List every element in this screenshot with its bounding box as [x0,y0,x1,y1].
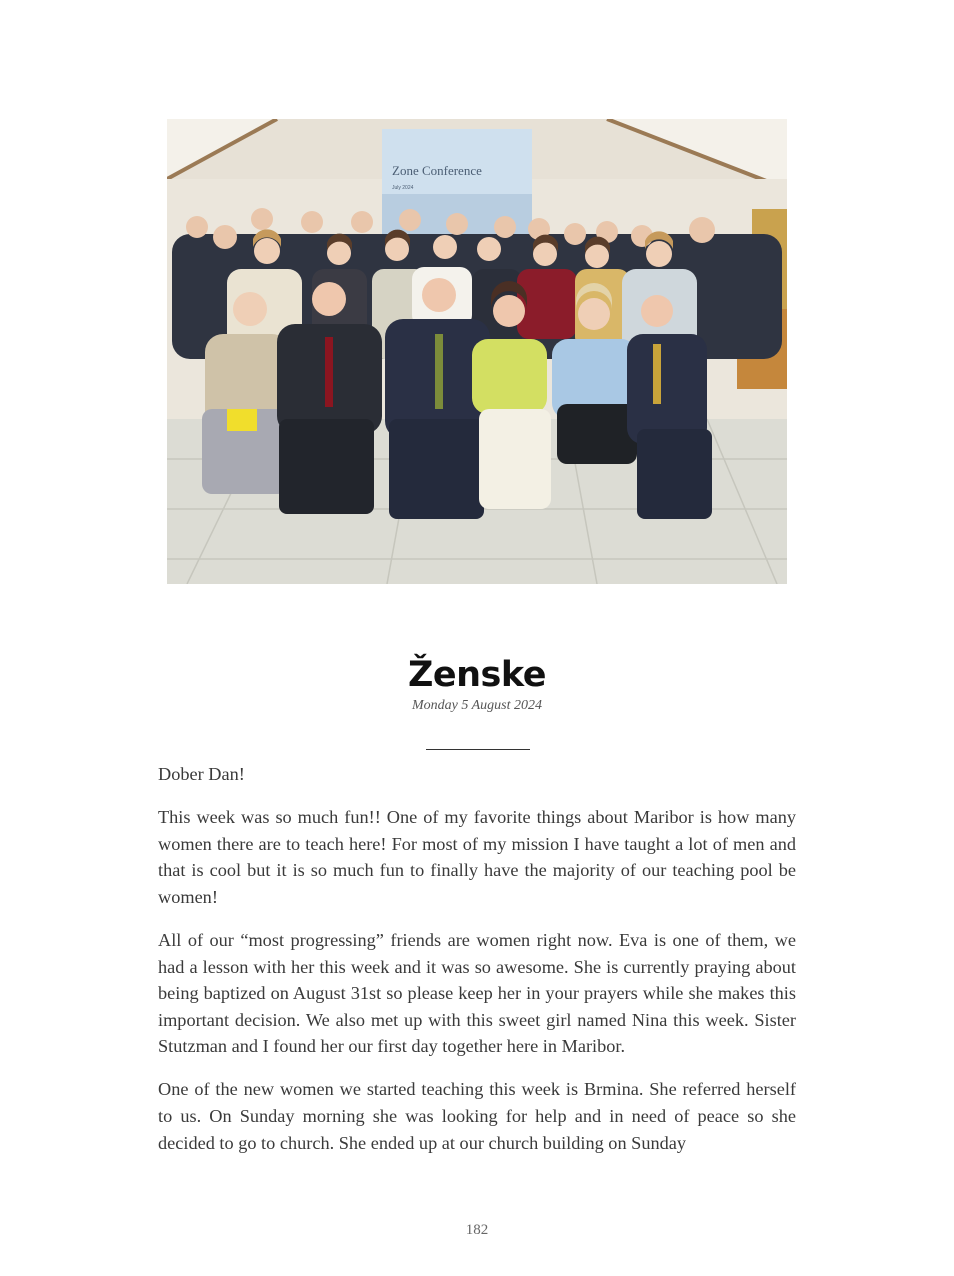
page-number: 182 [465,1222,489,1238]
paragraph: All of our “most progressing” friends are women right now. Eva is one of them, we had a lesson with her this week and it was so awesome. She is currently praying about being baptized on August 31st so please keep her in your prayers while she makes this important decision. We also met up with this sweet girl named Nina this week. Sister Stutzman and I found her our first day together here in Maribor. [158,929,796,1057]
letter-body [158,761,796,1191]
paragraph: One of the new women we started teaching this week is Brmina. She referred herself to us. On Sunday morning she was looking for help and in need of peace so she decided to go to church. She ended up at our church building on Sunday [158,1079,796,1153]
group-photo-illustration [167,119,787,584]
separator-rule [426,749,530,750]
paragraph-greeting: Dober Dan! [158,764,245,784]
entry-date: Monday 5 August 2024 [411,698,542,713]
page-title: Ženske [408,655,546,695]
screen-date: July 2024 [392,185,414,191]
screen-title: Zone Conference [392,163,482,178]
group-photo [167,119,787,584]
paragraph: This week was so much fun!! One of my favorite things about Maribor is how many women there are to teach here! For most of my mission I have taught a lot of men and that is cool but it is so much fun to finally have the majority of our teaching pool be women! [158,807,796,907]
